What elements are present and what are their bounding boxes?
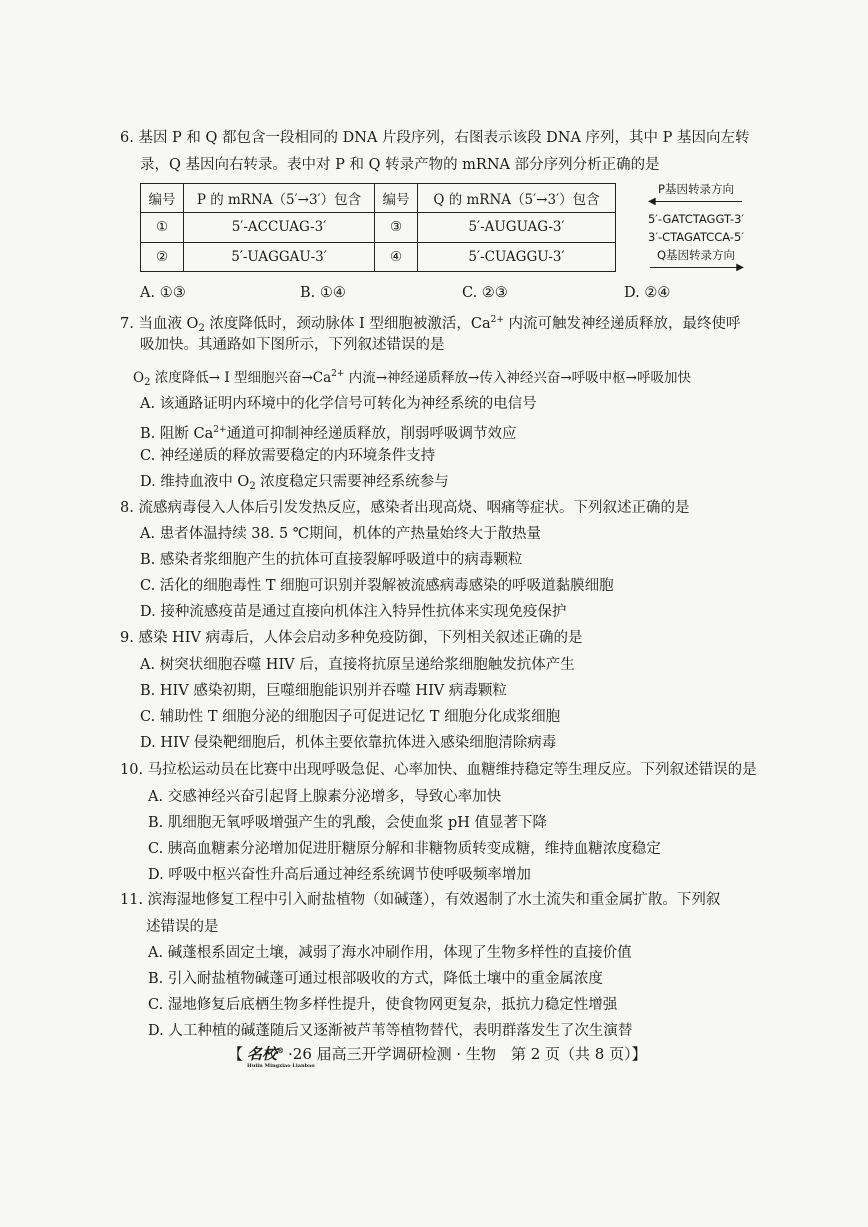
q6-option-c: C. ②③ xyxy=(462,285,508,301)
table-cell: ① xyxy=(141,213,184,242)
q9-option-d: D. HIV 侵染靶细胞后，机体主要依靠抗体进入感染细胞清除病毒 xyxy=(140,735,557,751)
q10-option-c: C. 胰高血糖素分泌增加促进肝糖原分解和非糖物质转变成糖，维持血糖浓度稳定 xyxy=(148,841,661,857)
q10-option-d: D. 呼吸中枢兴奋性升高后通过神经系统调节使呼吸频率增加 xyxy=(148,867,531,883)
q7-stem-line1: 7. 当血液 $O_2$ 浓度降低时，颈动脉体 I 型细胞被激活，$Ca^{2+}$ 内流可触发神经递质释放，最终使呼 xyxy=(120,315,741,334)
q9-option-a: A. 树突状细胞吞噬 HIV 后，直接将抗原呈递给浆细胞触发抗体产生 xyxy=(140,657,575,673)
q9-option-c: C. 辅助性 T 细胞分泌的细胞因子可促进记忆 T 细胞分化成浆细胞 xyxy=(140,709,561,725)
q7-option-c: C. 神经递质的释放需要稳定的内环境条件支持 xyxy=(140,448,436,464)
right-arrow-icon: ▶ xyxy=(650,264,742,272)
q10-option-b: B. 肌细胞无氧呼吸增强产生的乳酸，会使血浆 pH 值显著下降 xyxy=(148,815,548,831)
q9-option-b: B. HIV 感染初期，巨噬细胞能识别并吞噬 HIV 病毒颗粒 xyxy=(140,683,507,699)
dna-diagram xyxy=(632,180,760,272)
table-cell: ② xyxy=(141,242,184,271)
q8-option-c: C. 活化的细胞毒性 T 细胞可识别并裂解被流感病毒感染的呼吸道黏膜细胞 xyxy=(140,578,614,594)
q-direction-label: Q基因转录方向 xyxy=(656,248,736,262)
table-cell: 5′-ACCUAG-3′ xyxy=(184,213,375,242)
q11-option-d: D. 人工种植的碱蓬随后又逐渐被芦苇等植物替代，表明群落发生了次生演替 xyxy=(148,1023,633,1039)
q8-option-a: A. 患者体温持续 38. 5 ℃期间，机体的产热量始终大于散热量 xyxy=(140,526,542,542)
table-cell: 5′-AUGUAG-3′ xyxy=(418,213,616,242)
q6-option-d: D. ②④ xyxy=(624,285,671,301)
table-row xyxy=(141,242,616,271)
mrna-table xyxy=(140,183,616,272)
q6-option-b: B. ①④ xyxy=(300,285,346,301)
q11-option-a: A. 碱蓬根系固定土壤，减弱了海水冲刷作用，体现了生物多样性的直接价值 xyxy=(148,945,632,961)
q11-option-c: C. 湿地修复后底栖生物多样性提升，使食物网更复杂，抵抗力稳定性增强 xyxy=(148,997,618,1013)
table-cell: 5′-CUAGGU-3′ xyxy=(418,242,616,271)
q11-stem-line2: 述错误的是 xyxy=(146,919,219,935)
q7-stem-line2: 吸加快。其通路如下图所示，下列叙述错误的是 xyxy=(140,337,445,353)
table-header-cell: 编号 xyxy=(375,184,418,213)
q6-stem-line1: 6. 基因 P 和 Q 都包含一段相同的 DNA 片段序列，右图表示该段 DNA 序列，其中 P 基因向左转 xyxy=(120,130,750,146)
q8-option-d: D. 接种流感疫苗是通过直接向机体注入特异性抗体来实现免疫保护 xyxy=(140,604,567,620)
q7-option-a: A. 该通路证明内环境中的化学信号可转化为神经系统的电信号 xyxy=(140,396,537,412)
q7-flow-diagram: $O_2$ 浓度降低→ I 型细胞兴奋$\to Ca^{2+}$ 内流→神经递质释放→传入神经兴奋→呼吸中枢→呼吸加快 xyxy=(133,369,691,388)
table-header-row xyxy=(141,184,616,213)
q7-option-d: D. 维持血液中 $O_2$ 浓度稳定只需要神经系统参与 xyxy=(140,474,449,492)
q10-stem: 10. 马拉松运动员在比赛中出现呼吸急促、心率加快、血糖维持稳定等生理反应。下列叙述错误的是 xyxy=(120,762,757,778)
q7-option-b: B. 阻断 $Ca^{2+}$通道可抑制神经递质释放，削弱呼吸调节效应 xyxy=(140,425,517,442)
q8-stem: 8. 流感病毒侵入人体后引发发热反应，感染者出现高烧、咽痛等症状。下列叙述正确的是 xyxy=(120,500,690,516)
q6-stem-line2: 录，Q 基因向右转录。表中对 P 和 Q 转录产物的 mRNA 部分序列分析正确的是 xyxy=(140,157,660,173)
brand-logo: 名校® Huiin Mingxiao Lianbao xyxy=(247,1045,315,1069)
table-header-cell: P 的 mRNA（5′→3′）包含 xyxy=(184,184,375,213)
q9-stem: 9. 感染 HIV 病毒后，人体会启动多种免疫防御，下列相关叙述正确的是 xyxy=(120,630,583,646)
page-footer: 【 名校® Huiin Mingxiao Lianbao ·26 届高三开学调研检测 · 生物 第 2 页（共 8 页）】 xyxy=(228,1040,647,1065)
table-row xyxy=(141,213,616,242)
table-cell: ③ xyxy=(375,213,418,242)
q6-option-a: A. ①③ xyxy=(140,285,186,301)
left-arrow-icon: ◀ xyxy=(650,198,742,206)
q8-option-b: B. 感染者浆细胞产生的抗体可直接裂解呼吸道中的病毒颗粒 xyxy=(140,552,523,568)
table-header-cell: 编号 xyxy=(141,184,184,213)
dna-strand-top: 5′-GATCTAGGT-3′ xyxy=(647,212,745,226)
footer-text: ·26 届高三开学调研检测 · 生物 第 2 页（共 8 页） xyxy=(288,1045,632,1063)
p-direction-label: P基因转录方向 xyxy=(658,182,734,196)
q11-option-b: B. 引入耐盐植物碱蓬可通过根部吸收的方式，降低土壤中的重金属浓度 xyxy=(148,971,603,987)
table-cell: 5′-UAGGAU-3′ xyxy=(184,242,375,271)
table-header-cell: Q 的 mRNA（5′→3′）包含 xyxy=(418,184,616,213)
q10-option-a: A. 交感神经兴奋引起肾上腺素分泌增多，导致心率加快 xyxy=(148,789,502,805)
dna-strand-bottom: 3′-CTAGATCCA-5′ xyxy=(648,230,744,244)
table-cell: ④ xyxy=(375,242,418,271)
q11-stem-line1: 11. 滨海湿地修复工程中引入耐盐植物（如碱蓬），有效遏制了水土流失和重金属扩散。下列叙 xyxy=(120,892,721,908)
